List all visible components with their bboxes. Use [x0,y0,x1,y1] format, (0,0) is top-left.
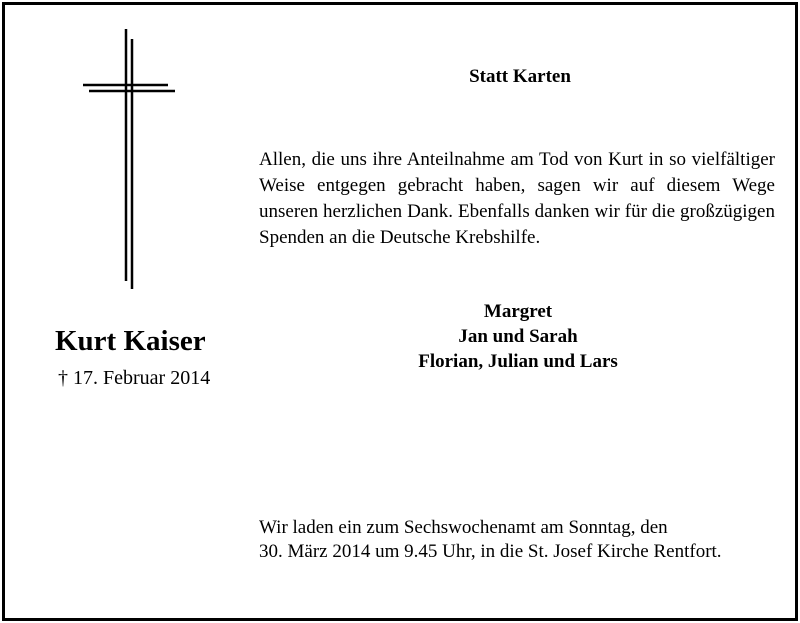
invitation-line: 30. März 2014 um 9.45 Uhr, in die St. Josef Kirche Rentfort. [259,541,722,562]
notice-heading: Statt Karten [469,66,571,87]
deceased-name: Kurt Kaiser [55,325,206,357]
family-line: Margret [483,301,553,322]
family-line: Jan und Sarah [458,326,578,347]
obituary-card [2,2,798,621]
death-date: † 17. Februar 2014 [58,367,211,389]
invitation-paragraph [259,516,789,564]
family-line: Florian, Julian und Lars [418,351,618,372]
family-signatures [263,299,773,374]
thanks-paragraph: Allen, die uns ihre Anteilnahme am Tod von Kurt in so vielfältiger Weise entgegen gebracht haben, sagen wir auf diesem Wege unseren herzlichen Dank. Ebenfalls danken wir für die großzügigen Spenden an die Deutsche Krebshilfe. [259,149,775,248]
cross-icon [83,29,177,289]
invitation-line: Wir laden ein zum Sechswochenamt am Sonntag, den [259,517,668,538]
